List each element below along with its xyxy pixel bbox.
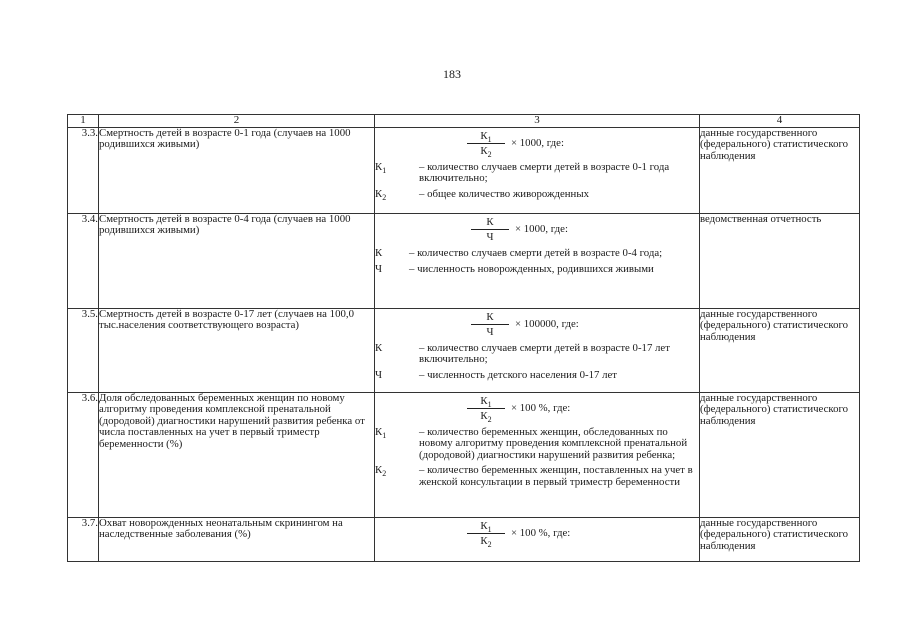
fraction-numerator: $К_1$ xyxy=(467,130,505,144)
variable-symbol: $К_1$ xyxy=(375,426,387,441)
variable-description: – численность детского населения 0-17 лет xyxy=(419,368,617,381)
formula-multiplier: × 1000, где: xyxy=(515,223,568,235)
column-header: 3 xyxy=(375,115,700,128)
variable-symbol: $К_2$ xyxy=(375,187,387,202)
data-source: данные государственного (федерального) статистического наблюдения xyxy=(700,128,860,214)
formula-cell xyxy=(375,309,700,393)
formula xyxy=(375,518,699,552)
table-row xyxy=(68,214,860,309)
variable-symbol: Ч xyxy=(375,368,383,381)
table-row xyxy=(68,393,860,518)
fraction xyxy=(471,311,509,339)
indicator-name: Охват новорожденных неонатальным скринингом на наследственные заболевания (%) xyxy=(99,518,375,562)
variable-description: – общее количество живорожденных xyxy=(419,187,589,200)
fraction xyxy=(467,130,505,158)
fraction-denominator: $К_2$ xyxy=(480,145,492,160)
data-source: данные государственного (федерального) статистического наблюдения xyxy=(700,518,860,562)
column-header: 4 xyxy=(700,115,860,128)
indicator-name: Доля обследованных беременных женщин по новому алгоритму проведения комплексной пренатальной (дородовой) диагностики нарушений развития ребенка от числа поставленных на учет в первый триместр беременности (%) xyxy=(99,393,375,518)
fraction xyxy=(467,395,505,423)
variable-symbol: $К_2$ xyxy=(375,464,387,479)
row-number: 3.3. xyxy=(68,128,99,214)
fraction xyxy=(471,216,509,244)
variable-definition xyxy=(375,189,699,201)
fraction-denominator: Ч xyxy=(486,231,494,243)
indicator-name: Смертность детей в возрасте 0-17 лет (случаев на 100,0 тыс.населения соответствующего возраста) xyxy=(99,309,375,393)
column-header: 2 xyxy=(99,115,375,128)
formula xyxy=(375,309,699,343)
formula xyxy=(375,214,699,248)
formula-multiplier: × 100 %, где: xyxy=(511,402,571,414)
variable-symbol: Ч xyxy=(375,263,383,275)
fraction-denominator: $К_2$ xyxy=(480,535,492,550)
variable-symbol: $К_1$ xyxy=(375,161,387,176)
data-source: данные государственного (федерального) статистического наблюдения xyxy=(700,309,860,393)
data-source: ведомственная отчетность xyxy=(700,214,860,309)
fraction-numerator: $К_1$ xyxy=(467,520,505,534)
formula-multiplier: × 100 %, где: xyxy=(511,527,571,539)
variable-description: – численность новорожденных, родившихся живыми xyxy=(409,263,654,275)
variable-definition xyxy=(375,465,699,488)
variable-definition xyxy=(375,162,699,185)
data-source: данные государственного (федерального) статистического наблюдения xyxy=(700,393,860,518)
variable-definition xyxy=(375,264,699,276)
fraction-numerator: К xyxy=(471,216,509,230)
formula xyxy=(375,393,699,427)
fraction-denominator: $К_2$ xyxy=(480,410,492,425)
row-number: 3.7. xyxy=(68,518,99,562)
row-number: 3.6. xyxy=(68,393,99,518)
formula-cell xyxy=(375,128,700,214)
variable-description: – количество случаев смерти детей в возрасте 0-4 года; xyxy=(409,247,663,259)
indicator-name: Смертность детей в возрасте 0-4 года (случаев на 1000 родившихся живыми) xyxy=(99,214,375,309)
header-row xyxy=(68,115,860,128)
formula-cell xyxy=(375,214,700,309)
formula-cell xyxy=(375,518,700,562)
formula-multiplier: × 1000, где: xyxy=(511,137,564,149)
formula xyxy=(375,128,699,162)
fraction-numerator: $К_1$ xyxy=(467,395,505,409)
formula-cell xyxy=(375,393,700,518)
variable-description: – количество беременных женщин, обследованных по новому алгоритму проведения комплексной пренатальной (дородовой) диагностики нарушений развития ребенка; xyxy=(419,426,688,461)
table-row xyxy=(68,309,860,393)
table-row xyxy=(68,518,860,562)
table-row xyxy=(68,128,860,214)
formula-multiplier: × 100000, где: xyxy=(515,318,579,330)
variable-definition xyxy=(375,427,699,461)
variable-description: – количество беременных женщин, поставленных на учет в женской консультации в первый триместр беременности xyxy=(419,464,693,488)
variable-definition xyxy=(375,370,699,382)
fraction-denominator: Ч xyxy=(486,326,494,338)
variable-definition xyxy=(375,248,699,260)
variable-description: – количество случаев смерти детей в возрасте 0-1 года включительно; xyxy=(419,161,670,185)
fraction xyxy=(467,520,505,548)
row-number: 3.5. xyxy=(68,309,99,393)
variable-description: – количество случаев смерти детей в возрасте 0-17 лет включительно; xyxy=(419,342,670,366)
indicator-name: Смертность детей в возрасте 0-1 года (случаев на 1000 родившихся живыми) xyxy=(99,128,375,214)
page-number: 183 xyxy=(443,67,461,81)
fraction-numerator: К xyxy=(471,311,509,325)
row-number: 3.4. xyxy=(68,214,99,309)
variable-symbol: К xyxy=(375,342,383,354)
variable-definition xyxy=(375,343,699,366)
variable-symbol: К xyxy=(375,247,383,259)
indicator-table xyxy=(67,114,860,562)
column-header: 1 xyxy=(68,115,99,128)
